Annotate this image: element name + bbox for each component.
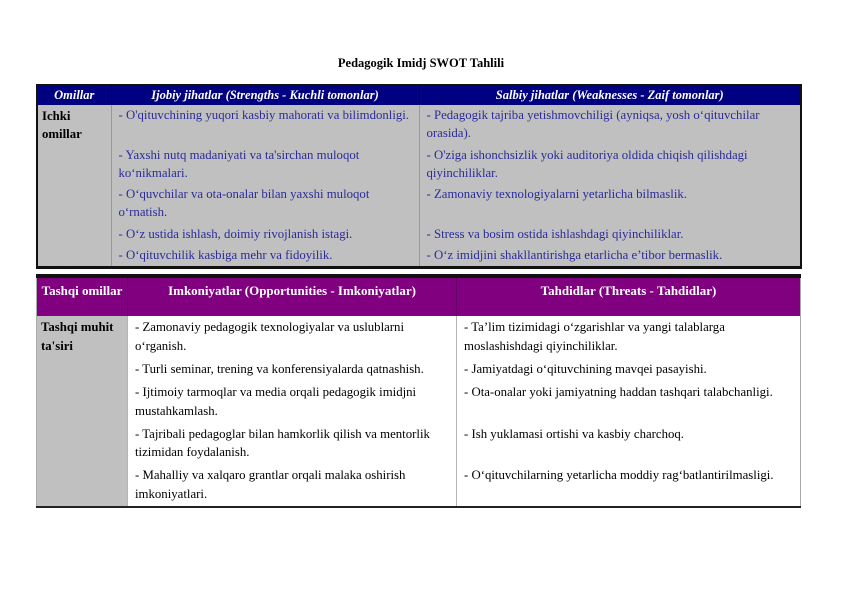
threat-item: - Ta’lim tizimidagi o‘zgarishlar va yangi talablarga moslashishdagi qiyinchiliklar.	[457, 316, 801, 358]
table-row	[37, 423, 801, 465]
strength-item: - O‘qituvchilik kasbiga mehr va fidoyilik.	[111, 245, 419, 268]
table-header-row	[37, 276, 801, 316]
table-row	[37, 224, 801, 245]
tables-container	[36, 84, 800, 508]
column-header-strengths: Ijobiy jihatlar (Strengths - Kuchli tomonlar)	[111, 85, 419, 105]
weakness-item: - O'ziga ishonchsizlik yoki auditoriya oldida chiqish qilishdagi qiyinchiliklar.	[419, 145, 801, 185]
column-header-tashqi-omillar: Tashqi omillar	[37, 276, 128, 316]
opportunity-item: - Tajribali pedagoglar bilan hamkorlik qilish va mentorlik tizimidan foydalanish.	[128, 423, 457, 465]
table-header-row	[37, 85, 801, 105]
threat-item: - Jamiyatdagi o‘qituvchining mavqei pasayishi.	[457, 358, 801, 381]
weakness-item: - Zamonaviy texnologiyalarni yetarlicha bilmaslik.	[419, 184, 801, 224]
table-row	[37, 184, 801, 224]
table-row	[37, 381, 801, 423]
table-row	[37, 145, 801, 185]
threat-item: - Ota-onalar yoki jamiyatning haddan tashqari talabchanligi.	[457, 381, 801, 423]
internal-factors-table	[36, 84, 802, 269]
page-title: Pedagogik Imidj SWOT Tahlili	[337, 56, 505, 70]
opportunity-item: - Turli seminar, trening va konferensiyalarda qatnashish.	[128, 358, 457, 381]
table-row	[37, 464, 801, 507]
strength-item: - Yaxshi nutq madaniyati va ta'sirchan muloqot ko‘nikmalari.	[111, 145, 419, 185]
column-header-opportunities: Imkoniyatlar (Opportunities - Imkoniyatlar)	[128, 276, 457, 316]
strength-item: - O‘z ustida ishlash, doimiy rivojlanish istagi.	[111, 224, 419, 245]
opportunity-item: - Zamonaviy pedagogik texnologiyalar va uslublarni o‘rganish.	[128, 316, 457, 358]
table-row	[37, 316, 801, 358]
opportunity-item: - Ijtimoiy tarmoqlar va media orqali pedagogik imidjni mustahkamlash.	[128, 381, 457, 423]
row-label-tashqi-muhit: Tashqi muhit ta'siri	[37, 316, 128, 507]
column-header-weaknesses: Salbiy jihatlar (Weaknesses - Zaif tomonlar)	[419, 85, 801, 105]
strength-item: - O'qituvchining yuqori kasbiy mahorati va bilimdonligi.	[111, 105, 419, 145]
threat-item: - Ish yuklamasi ortishi va kasbiy charchoq.	[457, 423, 801, 465]
external-factors-table	[36, 274, 801, 508]
strength-item: - O‘quvchilar va ota-onalar bilan yaxshi muloqot o‘rnatish.	[111, 184, 419, 224]
column-header-threats: Tahdidlar (Threats - Tahdidlar)	[457, 276, 801, 316]
table-row	[37, 105, 801, 145]
column-header-omillar: Omillar	[37, 85, 111, 105]
table-row	[37, 358, 801, 381]
weakness-item: - Pedagogik tajriba yetishmovchiligi (ayniqsa, yosh o‘qituvchilar orasida).	[419, 105, 801, 145]
opportunity-item: - Mahalliy va xalqaro grantlar orqali malaka oshirish imkoniyatlari.	[128, 464, 457, 507]
row-label-ichki-omillar: Ichki omillar	[37, 105, 111, 268]
table-row	[37, 245, 801, 268]
weakness-item: - Stress va bosim ostida ishlashdagi qiyinchiliklar.	[419, 224, 801, 245]
threat-item: - O‘qituvchilarning yetarlicha moddiy rag‘batlantirilmasligi.	[457, 464, 801, 507]
weakness-item: - O‘z imidjini shakllantirishga etarlicha e’tibor bermaslik.	[419, 245, 801, 268]
